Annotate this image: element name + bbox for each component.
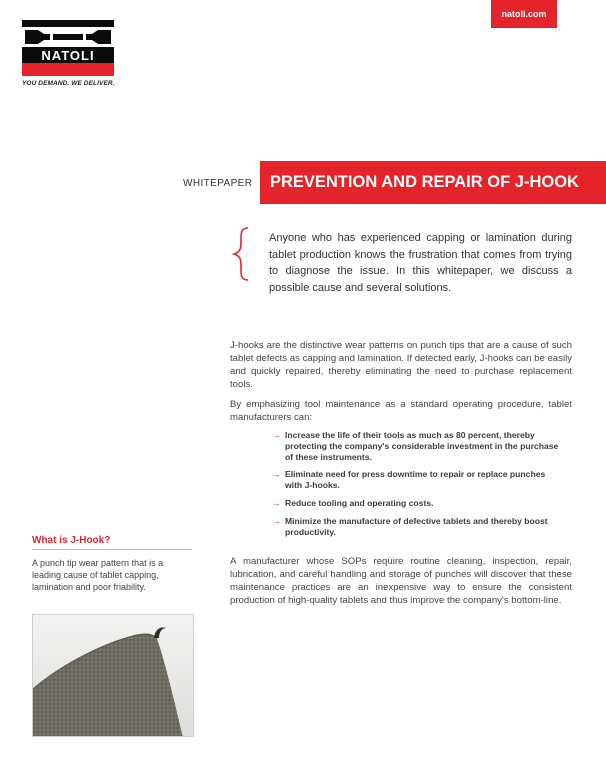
document-type-label: WHITEPAPER: [183, 178, 253, 189]
list-item: → Reduce tooling and operating costs.: [272, 497, 434, 508]
natoli-logo: [22, 20, 114, 78]
list-item: → Minimize the manufacture of defective tablets and thereby boost productivity.: [272, 515, 548, 537]
benefits-list: [272, 430, 562, 544]
sidebar-title: What is J-Hook?: [32, 535, 111, 546]
arrow-right-icon: →: [272, 430, 281, 440]
website-link[interactable]: natoli.com: [491, 0, 557, 28]
punch-tip-photo: [32, 614, 194, 737]
page-title-text: PREVENTION AND REPAIR OF J-HOOK: [270, 173, 579, 191]
curly-brace-icon: [230, 226, 252, 282]
body-paragraph-2: By emphasizing tool maintenance as a standard operating procedure, tablet manufacturers can:: [230, 399, 572, 423]
list-item: → Eliminate need for press downtime to repair or replace punches with J-hooks.: [272, 469, 546, 491]
list-item: → Increase the life of their tools as much as 80 percent, thereby protecting the company's considerable investment in the purchase of these instruments.: [272, 430, 559, 462]
tagline: YOU DEMAND. WE DELIVER.: [22, 80, 115, 87]
body-paragraph-1: J-hooks are the distinctive wear patterns on punch tips that are a cause of such tablet defects as capping and lamination. If detected early, J-hooks can be easily and quickly repaired, thereby eliminating the need to purchase replacement tools.: [230, 340, 572, 390]
arrow-right-icon: →: [272, 515, 281, 526]
body-paragraph-3: A manufacturer whose SOPs require routine cleaning, inspection, repair, lubrication, and careful handling and storage of punches will discover that these maintenance practices are an inexpensive way to ensure the consistent production of high-quality tablets and thus improve the company's bottom-line.: [230, 556, 572, 606]
arrow-right-icon: →: [272, 469, 281, 480]
logo-wordmark: NATOLI: [41, 48, 95, 63]
sidebar-divider: [32, 549, 192, 550]
page-title: [260, 161, 606, 204]
sidebar-description: A punch tip wear pattern that is a leading cause of tablet capping, lamination and poor friability.: [32, 558, 164, 592]
arrow-right-icon: →: [272, 497, 281, 508]
intro-paragraph: Anyone who has experienced capping or lamination during tablet production knows the frustration that comes from trying to diagnose the issue. In this whitepaper, we discuss a possible cause and several solutions.: [269, 232, 572, 294]
